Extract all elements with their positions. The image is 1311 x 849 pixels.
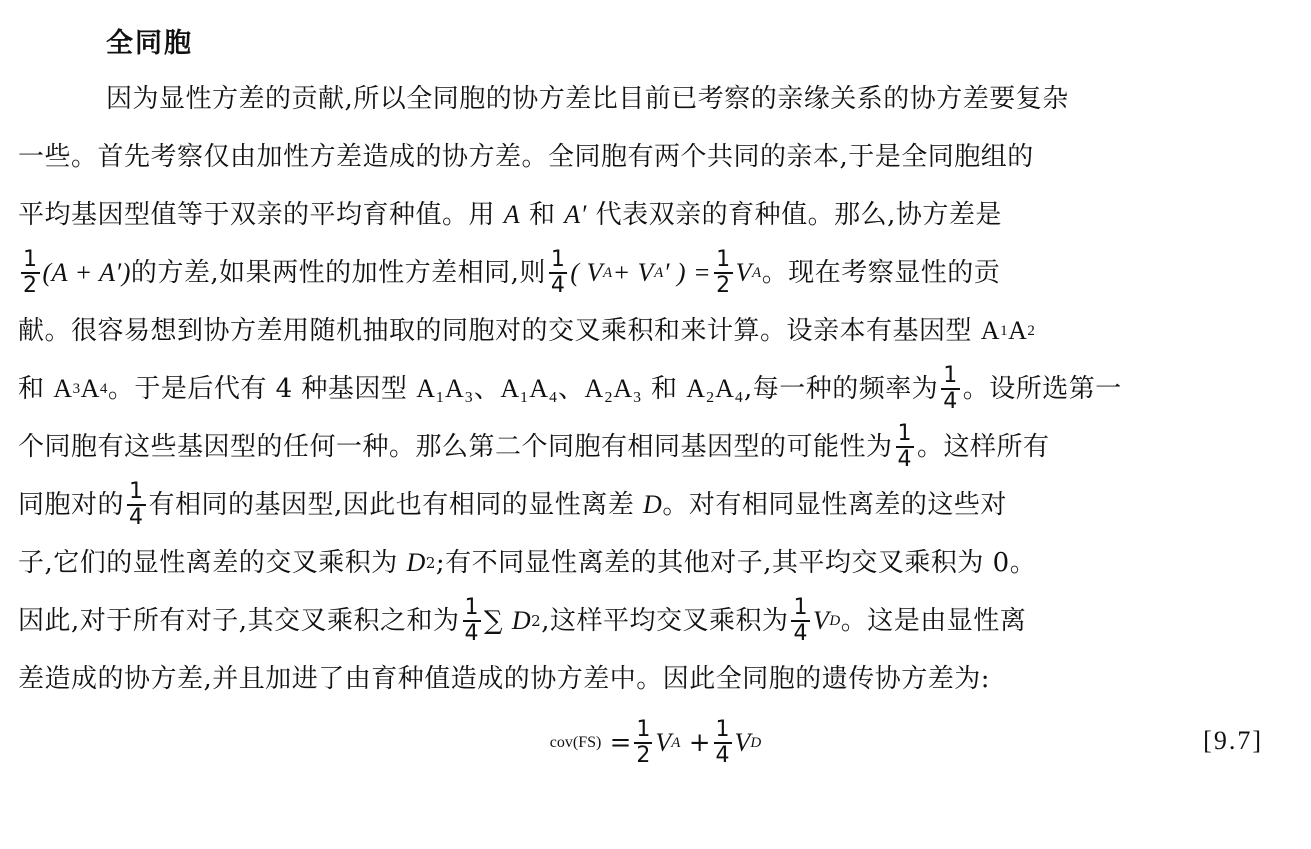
paragraph-line-10	[18, 592, 1293, 650]
l10-a: 因此,对于所有对子,其交叉乘积之和为	[18, 606, 460, 636]
frac-num: 1	[943, 363, 958, 388]
frac-num: 1	[636, 717, 651, 742]
var-A-prime: A′	[564, 200, 587, 229]
expr-eq: ′ ) =	[663, 258, 712, 287]
section-title: 全同胞	[106, 28, 193, 59]
fraction-1-4	[941, 365, 960, 413]
sup-2: 2	[425, 553, 436, 572]
eq-fs: (FS)	[572, 734, 602, 751]
l3-seg	[18, 202, 1002, 228]
frac-den: 4	[897, 447, 913, 472]
l8-b: 有相同的基因型,因此也有相同的显性离差	[148, 490, 635, 520]
genotype-list: A₁A₃、A₁A₄、A₂A₃	[416, 374, 643, 403]
gene-a: A	[53, 374, 73, 403]
sub: 1	[1000, 322, 1009, 339]
var-A: A	[503, 200, 521, 229]
frac-den: 4	[943, 389, 958, 414]
var-v: V	[735, 258, 753, 287]
l9-b: ;有不同显性离差的其他对子,其平均交叉乘积为 0。	[435, 548, 1037, 578]
l7-a: 个同胞有这些基因型的任何一种。那么第二个同胞有相同基因型的可能性为	[18, 432, 893, 462]
expr-va2: + V	[612, 258, 655, 287]
frac-den: 2	[716, 273, 731, 298]
frac-num: 1	[715, 717, 730, 742]
l3-a: 平均基因型值等于双亲的平均育种值。用	[18, 200, 496, 230]
frac-den: 4	[550, 273, 566, 298]
paragraph-line-11	[18, 650, 1293, 708]
paragraph-line-6	[18, 360, 1293, 418]
var-v: V	[655, 728, 672, 757]
var-v: V	[812, 606, 830, 635]
l10-e: 。这是由显性离	[840, 606, 1027, 636]
paragraph-line-2	[18, 128, 1293, 186]
text-l11: 差造成的协方差,并且加进了由育种值造成的协方差中。因此全同胞的遗传协方差为:	[18, 664, 991, 694]
var-d: D	[643, 490, 663, 519]
frac-num: 1	[23, 247, 38, 272]
frac-num: 1	[716, 247, 731, 272]
paragraph-line-1	[18, 70, 1293, 128]
fraction-1-4	[463, 597, 482, 645]
text-l2: 一些。首先考察仅由加性方差造成的协方差。全同胞有两个共同的亲本,于是全同胞组的	[18, 142, 1034, 172]
eq-plus: +	[688, 728, 711, 758]
paragraph-line-9	[18, 534, 1293, 592]
equation-body	[550, 719, 761, 767]
frac-den: 4	[129, 505, 144, 530]
eq-cov: cov	[549, 734, 573, 751]
paragraph-line-5	[18, 302, 1293, 360]
fraction-1-4	[549, 249, 568, 297]
frac-num: 1	[897, 421, 913, 446]
frac-den: 4	[793, 621, 808, 646]
paragraph-line-7	[18, 418, 1293, 476]
gene-a: A	[1008, 316, 1028, 345]
sub: 4	[99, 380, 108, 397]
frac-num: 1	[464, 595, 480, 620]
frac-den: 2	[636, 743, 651, 768]
paragraph-line-4	[18, 244, 1293, 302]
l8-a: 同胞对的	[18, 490, 125, 520]
fraction-1-2	[634, 719, 652, 767]
sub-a: A	[602, 264, 613, 281]
frac-den: 4	[464, 621, 480, 646]
fraction-1-4	[714, 719, 732, 767]
sub: 2	[1027, 322, 1036, 339]
frac-num: 1	[129, 479, 144, 504]
l9-a: 子,它们的显性离差的交叉乘积为	[18, 548, 398, 578]
l3-b: 和	[528, 200, 556, 230]
l5-a: 献。很容易想到协方差用随机抽取的同胞对的交叉乘积和来计算。设亲本有基因型	[18, 316, 973, 346]
l9-seg	[18, 550, 1036, 576]
l4-b: 的方差,如果两性的加性方差相同,则	[130, 258, 546, 288]
text-l1: 因为显性方差的贡献,所以全同胞的协方差比目前已考察的亲缘关系的协方差要复杂	[106, 84, 1069, 114]
sum-symbol: ∑	[484, 606, 504, 636]
genotype-a2a4: A₂A₄	[686, 374, 744, 403]
sub: 3	[72, 380, 81, 397]
fraction-1-2	[714, 249, 733, 297]
l7-seg	[18, 423, 1050, 471]
l5-seg	[18, 318, 1035, 344]
gene-a: A	[980, 316, 1001, 345]
sub-d: D	[750, 734, 762, 751]
l10-c: ,这样平均交叉乘积为	[541, 606, 789, 636]
sub-a: A	[752, 264, 762, 281]
frac-den: 2	[23, 273, 38, 298]
paragraph-line-3	[18, 186, 1293, 244]
var-v: V	[734, 728, 751, 757]
fraction-1-4	[127, 481, 146, 529]
var-d: D	[406, 548, 426, 577]
l4-f: 。现在考察显性的贡	[761, 258, 1001, 288]
l6-e: 。设所选第一	[962, 374, 1122, 404]
sub-a: A	[654, 264, 664, 281]
frac-num: 1	[550, 247, 566, 272]
l3-c: 代表双亲的育种值。那么,协方差是	[595, 200, 1002, 230]
l6-b: 。于是后代有 4 种基因型	[107, 374, 408, 404]
equation-9-7	[18, 708, 1293, 778]
equation-number: [9.7]	[1203, 726, 1263, 755]
frac-den: 4	[715, 743, 730, 768]
eq-equals: =	[609, 728, 632, 758]
fraction-1-2	[21, 249, 40, 297]
sub-d: D	[829, 612, 841, 629]
frac-num: 1	[793, 595, 808, 620]
l7-b: 。这样所有	[917, 432, 1050, 462]
l4-seg	[18, 249, 1000, 297]
paragraph-line-8	[18, 476, 1293, 534]
fraction-1-4	[791, 597, 810, 645]
sub-a: A	[671, 734, 681, 751]
var-d: D	[511, 606, 532, 635]
expr-va: ( V	[570, 258, 603, 287]
fraction-1-4	[896, 423, 915, 471]
l6-seg	[18, 365, 1122, 413]
l8-c: 。对有相同显性离差的这些对	[662, 490, 1007, 520]
expr-a-plus-a-prime: (A + A′)	[42, 258, 131, 287]
l6-d: ,每一种的频率为	[743, 374, 939, 404]
gene-a: A	[80, 374, 100, 403]
l6-c: 和	[651, 374, 678, 404]
sup-2: 2	[531, 611, 542, 630]
l6-a: 和	[18, 374, 45, 404]
l8-seg	[18, 481, 1007, 529]
l10-seg	[18, 597, 1026, 645]
